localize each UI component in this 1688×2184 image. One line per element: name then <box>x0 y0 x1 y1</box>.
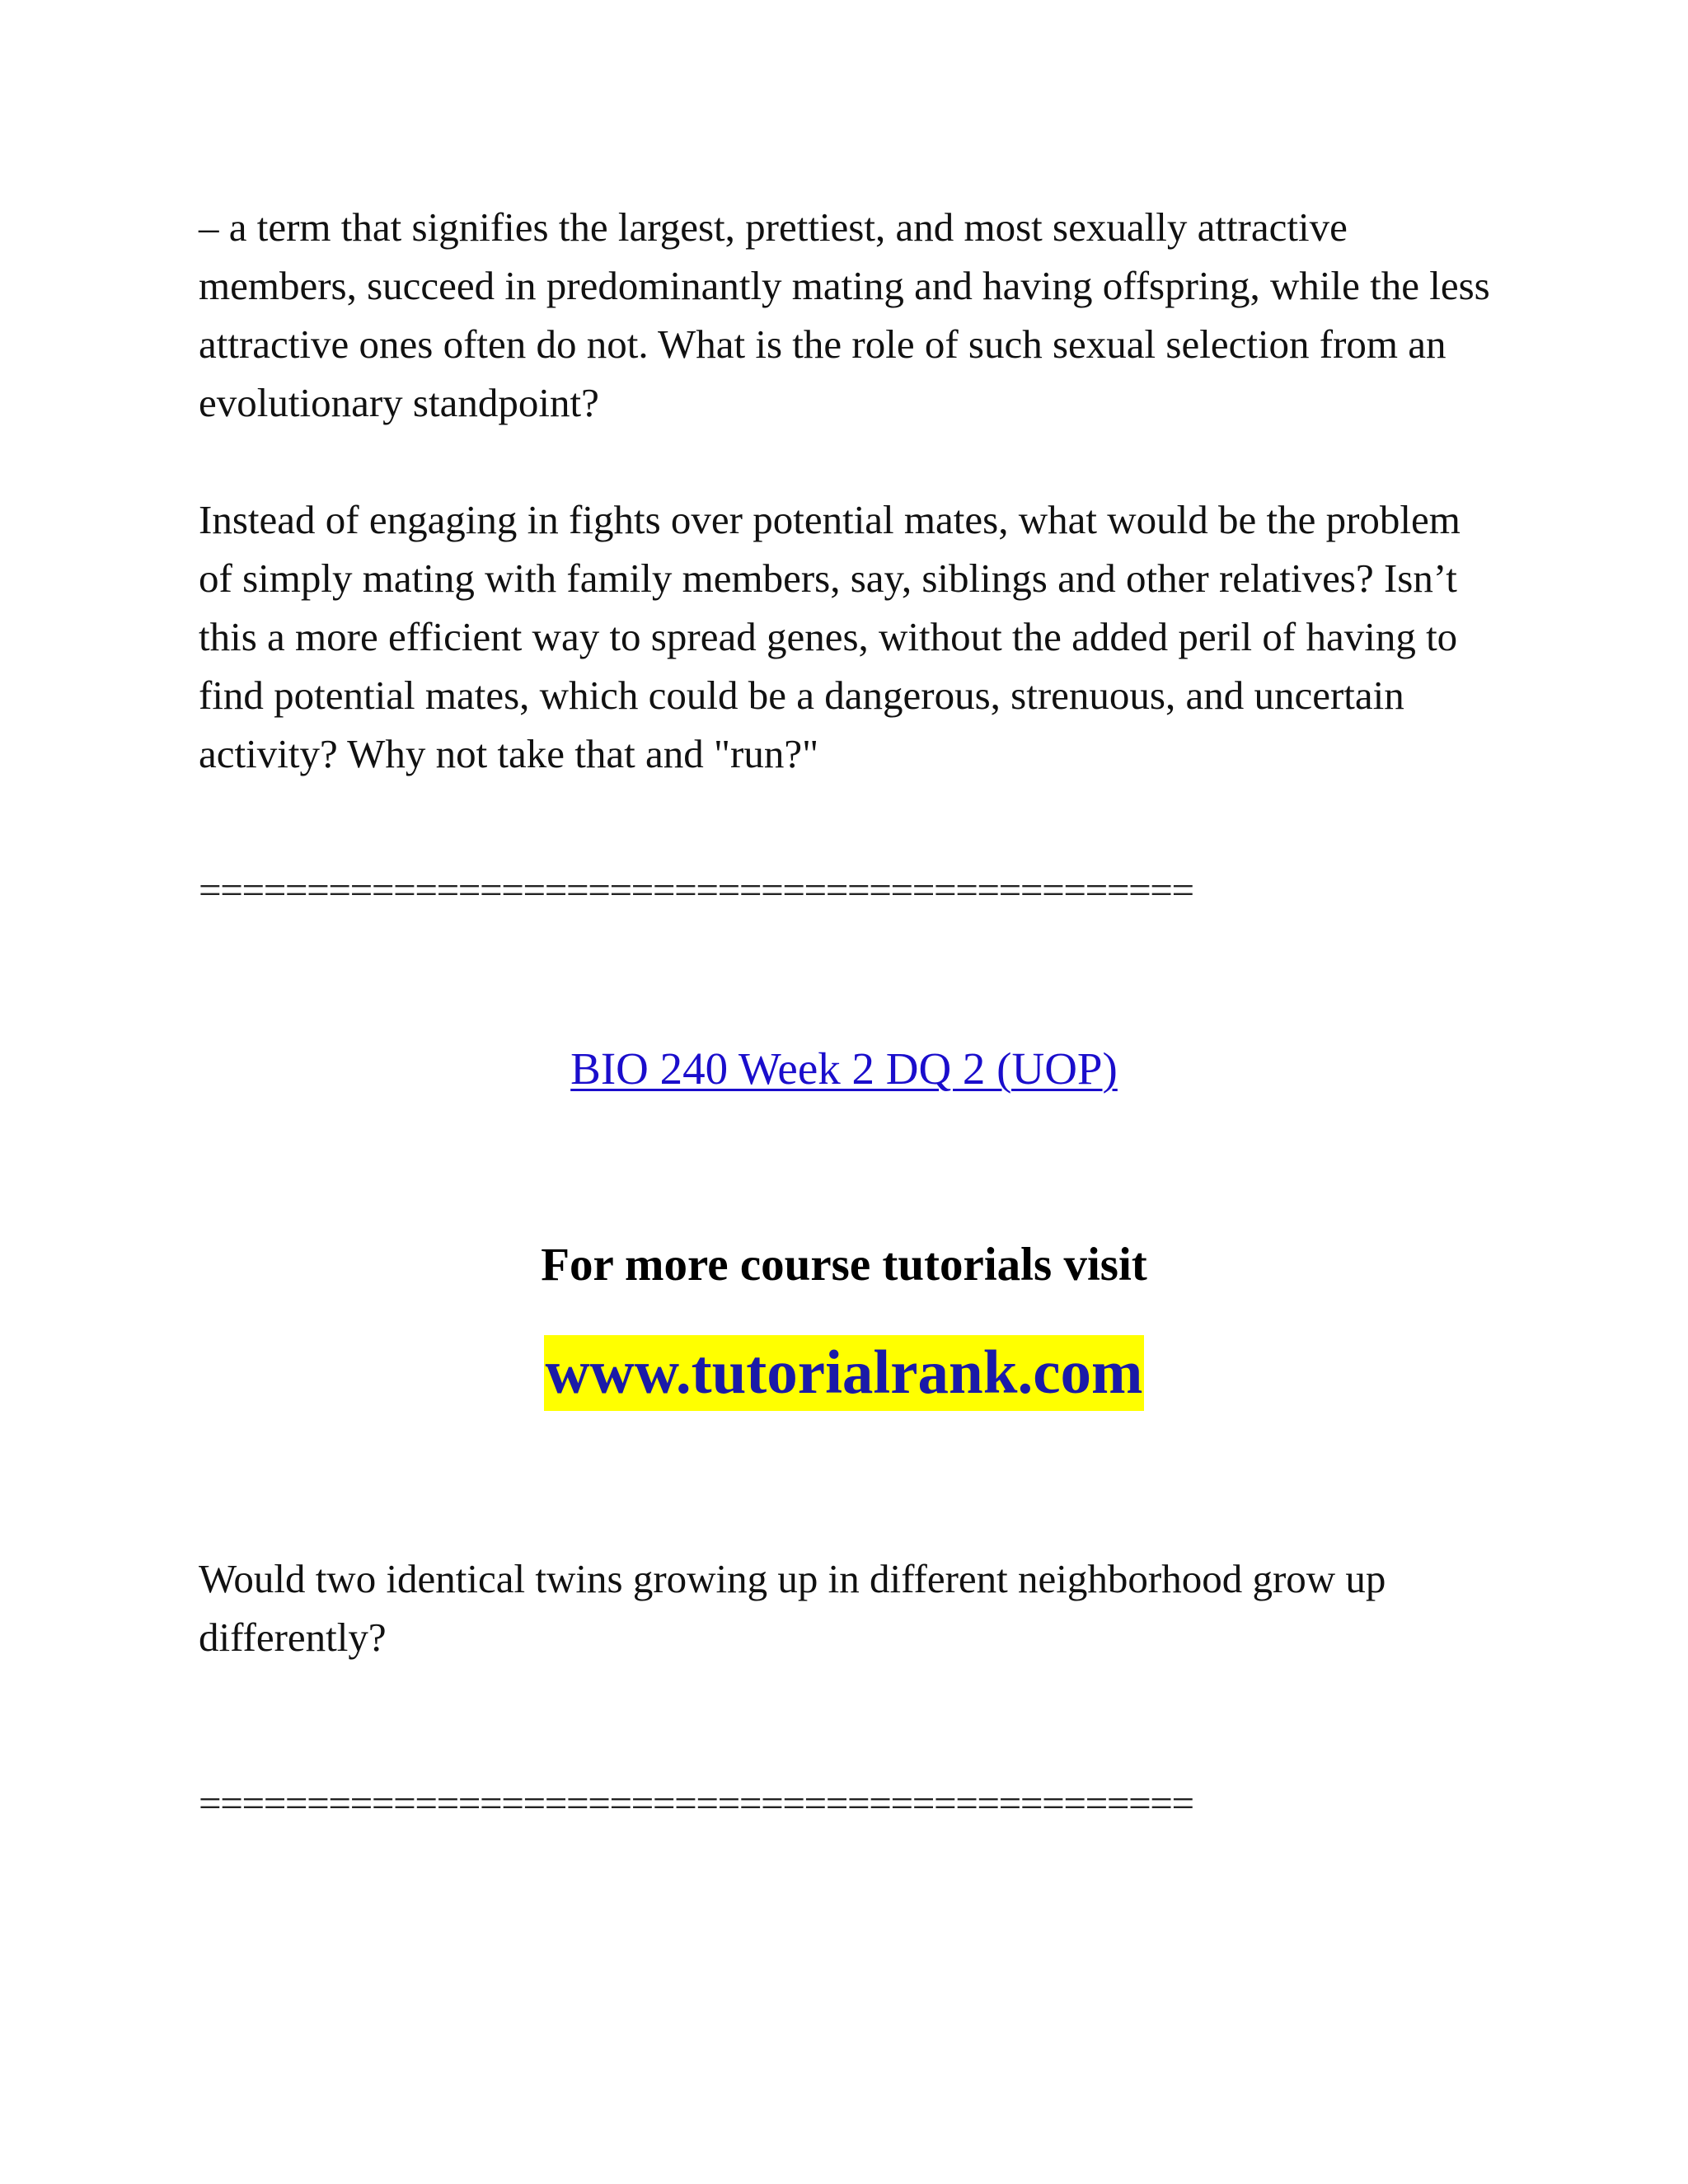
question-paragraph-sexual-selection: – a term that signifies the largest, prettiest, and most sexually attractive members, succeed in predominantly mating and having offspring, while the less attractive ones often do not. What is the role of such sexual selection from an evolutionary standpoint? <box>199 204 1490 425</box>
site-url-container <box>0 1335 1688 1411</box>
course-link-container <box>0 1040 1688 1098</box>
separator-line: ============================================== <box>199 867 1193 912</box>
separator-line: ============================================== <box>199 1780 1193 1825</box>
question-paragraph-twins: Would two identical twins growing up in different neighborhood grow up differently? <box>199 1556 1386 1660</box>
promo-heading: For more course tutorials visit <box>541 1239 1147 1291</box>
site-url-link[interactable]: www.tutorialrank.com <box>544 1335 1145 1411</box>
question-paragraph-inbreeding: Instead of engaging in fights over potential mates, what would be the problem of simply mating with family members, say, siblings and other relatives? Isn’t this a more efficient way to spread genes, without the added peril of having to find potential mates, which could be a dangerous, strenuous, and uncertain activity? Why not take that and "run?" <box>199 497 1461 776</box>
course-title-link[interactable]: BIO 240 Week 2 DQ 2 (UOP) <box>570 1043 1118 1094</box>
